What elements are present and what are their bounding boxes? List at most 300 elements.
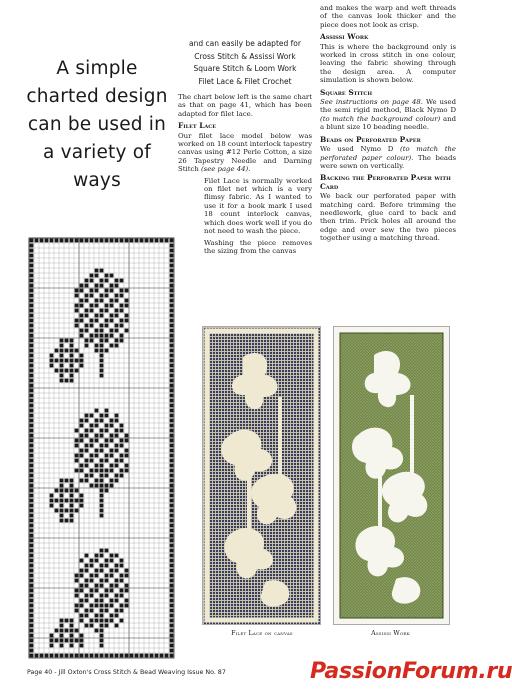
chart-cell: [30, 509, 34, 513]
chart-cell: [95, 484, 99, 488]
chart-cell: [80, 589, 84, 593]
chart-cell: [50, 494, 54, 498]
chart-cell: [60, 509, 64, 513]
chart-cell: [90, 424, 94, 428]
chart-cell: [85, 279, 89, 283]
chart-cell: [30, 584, 34, 588]
chart-cell: [30, 349, 34, 353]
chart-cell: [120, 239, 124, 243]
chart-cell: [170, 319, 174, 323]
chart-cell: [170, 349, 174, 353]
chart-cell: [80, 284, 84, 288]
chart-cell: [75, 444, 79, 448]
chart-cell: [60, 354, 64, 358]
chart-cell: [75, 349, 79, 353]
chart-cell: [65, 359, 69, 363]
chart-cell: [30, 369, 34, 373]
chart-cell: [70, 369, 74, 373]
chart-cell: [85, 239, 89, 243]
chart-cell: [100, 369, 104, 373]
chart-cell: [120, 304, 124, 308]
chart-cell: [50, 639, 54, 643]
chart-cell: [170, 274, 174, 278]
chart-cell: [170, 464, 174, 468]
chart-cell: [75, 294, 79, 298]
chart-cell: [105, 439, 109, 443]
chart-cell: [95, 469, 99, 473]
chart-cell: [30, 454, 34, 458]
chart-cell: [105, 429, 109, 433]
middle-column: [178, 38, 312, 258]
chart-cell: [95, 449, 99, 453]
chart-cell: [30, 634, 34, 638]
chart-cell: [110, 334, 114, 338]
filet-lace-heading: Filet Lace: [178, 121, 217, 131]
chart-cell: [100, 429, 104, 433]
chart-cell: [30, 469, 34, 473]
chart-cell: [170, 369, 174, 373]
headline: [22, 55, 172, 195]
chart-cell: [80, 574, 84, 578]
chart-cell: [110, 319, 114, 323]
chart-cell: [90, 474, 94, 478]
chart-cell: [95, 599, 99, 603]
chart-cell: [170, 564, 174, 568]
chart-cell: [30, 429, 34, 433]
chart-cell: [125, 599, 129, 603]
chart-cell: [110, 449, 114, 453]
chart-cell: [80, 329, 84, 333]
chart-cell: [125, 469, 129, 473]
chart-cell: [30, 344, 34, 348]
chart-cell: [75, 469, 79, 473]
chart-cell: [70, 349, 74, 353]
assissi-work-photo: [333, 326, 450, 625]
chart-cell: [170, 544, 174, 548]
square-stitch-paragraph: [320, 98, 456, 132]
chart-cell: [90, 609, 94, 613]
chart-cell: [30, 529, 34, 533]
chart-cell: [50, 239, 54, 243]
chart-cell: [100, 549, 104, 553]
chart-cell: [60, 374, 64, 378]
chart-cell: [170, 339, 174, 343]
chart-cell: [85, 294, 89, 298]
chart-cell: [65, 654, 69, 658]
chart-cell: [90, 289, 94, 293]
chart-cell: [90, 454, 94, 458]
chart-cell: [100, 374, 104, 378]
chart-cell: [95, 424, 99, 428]
chart-cell: [170, 249, 174, 253]
chart-cell: [30, 259, 34, 263]
chart-cell: [90, 574, 94, 578]
chart-cell: [85, 554, 89, 558]
chart-cell: [55, 239, 59, 243]
square-stitch-heading: Square Stitch: [320, 87, 373, 97]
chart-cell: [30, 524, 34, 528]
chart-cell: [170, 639, 174, 643]
filet-lace-photo: [202, 326, 321, 625]
chart-cell: [30, 274, 34, 278]
chart-cell: [120, 559, 124, 563]
chart-cell: [90, 319, 94, 323]
headline-line: charted design: [26, 86, 168, 107]
chart-cell: [110, 654, 114, 658]
chart-cell: [115, 614, 119, 618]
chart-cell: [120, 609, 124, 613]
chart-cell: [85, 579, 89, 583]
chart-cell: [75, 509, 79, 513]
chart-cell: [75, 239, 79, 243]
chart-cell: [50, 364, 54, 368]
chart-cell: [75, 489, 79, 493]
chart-cell: [30, 654, 34, 658]
chart-cell: [105, 324, 109, 328]
chart-cell: [100, 464, 104, 468]
chart-cell: [50, 654, 54, 658]
chart-cell: [170, 379, 174, 383]
chart-cell: [55, 509, 59, 513]
chart-cell: [130, 654, 134, 658]
chart-cell: [170, 329, 174, 333]
chart-grid: [27, 236, 177, 656]
chart-cell: [65, 509, 69, 513]
chart-cell: [90, 239, 94, 243]
chart-cell: [95, 409, 99, 413]
chart-cell: [55, 499, 59, 503]
chart-cell: [170, 499, 174, 503]
chart-cell: [170, 324, 174, 328]
chart-cell: [120, 289, 124, 293]
chart-cell: [170, 474, 174, 478]
chart-cell: [100, 489, 104, 493]
chart-cell: [80, 614, 84, 618]
chart-cell: [30, 534, 34, 538]
chart-cell: [170, 634, 174, 638]
chart-cell: [110, 589, 114, 593]
chart-cell: [85, 419, 89, 423]
intro-craft: Filet Lace & Filet Crochet: [198, 76, 292, 86]
chart-cell: [70, 239, 74, 243]
chart-cell: [115, 414, 119, 418]
chart-cell: [120, 459, 124, 463]
chart-cell: [105, 349, 109, 353]
chart-cell: [110, 424, 114, 428]
chart-cell: [105, 424, 109, 428]
chart-cell: [60, 499, 64, 503]
chart-cell: [100, 584, 104, 588]
chart-cell: [80, 239, 84, 243]
chart-cell: [70, 619, 74, 623]
chart-cell: [70, 624, 74, 628]
chart-cell: [80, 439, 84, 443]
chart-cell: [95, 434, 99, 438]
chart-cell: [125, 449, 129, 453]
chart-cell: [100, 514, 104, 518]
chart-cell: [65, 489, 69, 493]
chart-cell: [85, 324, 89, 328]
chart-cell: [170, 454, 174, 458]
chart-cell: [95, 239, 99, 243]
chart-cell: [30, 299, 34, 303]
chart-cell: [75, 654, 79, 658]
washing-continued-paragraph: and makes the warp and weft threads of the canvas look thicker and the piece does not look as crisp.: [320, 4, 456, 29]
chart-cell: [65, 629, 69, 633]
chart-cell: [115, 599, 119, 603]
chart-cell: [100, 419, 104, 423]
chart-cell: [70, 639, 74, 643]
chart-cell: [120, 279, 124, 283]
chart-cell: [30, 279, 34, 283]
chart-cell: [170, 294, 174, 298]
chart-cell: [110, 329, 114, 333]
square-stitch-text: We used the semi rigid method, Black Nymo D: [320, 98, 456, 115]
chart-cell: [135, 654, 139, 658]
chart-cell: [80, 634, 84, 638]
chart-cell: [100, 349, 104, 353]
chart-cell: [30, 294, 34, 298]
chart-cell: [110, 344, 114, 348]
chart-cell: [140, 239, 144, 243]
chart-cell: [60, 619, 64, 623]
chart-cell: [110, 619, 114, 623]
chart-cell: [95, 614, 99, 618]
chart-cell: [70, 519, 74, 523]
chart-cell: [85, 624, 89, 628]
chart-cell: [30, 309, 34, 313]
chart-cell: [115, 459, 119, 463]
chart-cell: [170, 429, 174, 433]
chart-cell: [65, 369, 69, 373]
chart-cell: [85, 584, 89, 588]
assissi-paragraph: This is where the background only is worked in cross stitch in one colour, leaving the fabric showing through the design area. A computer simulation is shown below.: [320, 42, 456, 85]
chart-cell: [170, 314, 174, 318]
chart-cell: [110, 574, 114, 578]
chart-cell: [90, 564, 94, 568]
chart-cell: [80, 504, 84, 508]
chart-cell: [80, 604, 84, 608]
chart-cell: [125, 439, 129, 443]
chart-cell: [80, 419, 84, 423]
chart-cell: [65, 619, 69, 623]
chart-cell: [95, 479, 99, 483]
chart-cell: [60, 364, 64, 368]
chart-cell: [170, 604, 174, 608]
chart-cell: [30, 254, 34, 258]
chart-cell: [70, 374, 74, 378]
chart-cell: [55, 629, 59, 633]
chart-cell: [90, 444, 94, 448]
chart-cell: [30, 649, 34, 653]
chart-cell: [60, 379, 64, 383]
chart-cell: [80, 654, 84, 658]
chart-cell: [30, 444, 34, 448]
chart-cell: [90, 594, 94, 598]
chart-cell: [155, 654, 159, 658]
chart-cell: [115, 449, 119, 453]
chart-cell: [30, 419, 34, 423]
chart-cell: [100, 324, 104, 328]
chart-cell: [125, 434, 129, 438]
chart-cell: [60, 494, 64, 498]
chart-cell: [30, 389, 34, 393]
chart-cell: [110, 584, 114, 588]
chart-cell: [75, 499, 79, 503]
chart-cell: [95, 619, 99, 623]
chart-cell: [170, 364, 174, 368]
chart-cell: [170, 439, 174, 443]
chart-cell: [90, 654, 94, 658]
chart-cell: [85, 459, 89, 463]
chart-cell: [115, 339, 119, 343]
chart-cell: [95, 604, 99, 608]
chart-cell: [30, 624, 34, 628]
chart-cell: [125, 299, 129, 303]
chart-cell: [80, 584, 84, 588]
chart-cell: [110, 274, 114, 278]
intro-lead: and can easily be adapted for: [189, 39, 301, 48]
chart-cell: [75, 359, 79, 363]
chart-cell: [105, 579, 109, 583]
chart-cell: [30, 329, 34, 333]
chart-cell: [70, 514, 74, 518]
chart-cell: [50, 359, 54, 363]
chart-cell: [115, 564, 119, 568]
chart-cell: [30, 314, 34, 318]
chart-cell: [80, 479, 84, 483]
chart-cell: [170, 649, 174, 653]
chart-cell: [115, 429, 119, 433]
chart-cell: [100, 604, 104, 608]
chart-cell: [170, 419, 174, 423]
chart-cell: [95, 274, 99, 278]
chart-cell: [100, 509, 104, 513]
chart-cell: [75, 609, 79, 613]
chart-cell: [170, 284, 174, 288]
chart-cell: [170, 504, 174, 508]
chart-cell: [120, 579, 124, 583]
chart-cell: [170, 569, 174, 573]
chart-cell: [55, 359, 59, 363]
chart-cell: [120, 339, 124, 343]
chart-cell: [100, 479, 104, 483]
chart-cell: [105, 309, 109, 313]
chart-cell: [30, 504, 34, 508]
chart-cell: [105, 469, 109, 473]
chart-cell: [170, 259, 174, 263]
chart-cell: [120, 454, 124, 458]
chart-cell: [60, 239, 64, 243]
chart-cell: [100, 619, 104, 623]
chart-cell: [170, 359, 174, 363]
chart-cell: [170, 619, 174, 623]
chart-cell: [85, 309, 89, 313]
chart-cell: [30, 404, 34, 408]
chart-cell: [170, 279, 174, 283]
chart-cell: [145, 654, 149, 658]
chart-cell: [105, 549, 109, 553]
chart-cell: [60, 369, 64, 373]
chart-cell: [170, 309, 174, 313]
chart-cell: [95, 299, 99, 303]
chart-cell: [105, 484, 109, 488]
chart-cell: [30, 549, 34, 553]
chart-cell: [170, 654, 174, 658]
chart-cell: [170, 299, 174, 303]
chart-cell: [30, 489, 34, 493]
chart-cell: [100, 339, 104, 343]
chart-cell: [75, 324, 79, 328]
chart-cell: [120, 564, 124, 568]
chart-cell: [170, 264, 174, 268]
filet-lace-text: Our filet lace model below was worked on 18 count interlock tapestry canvas using #12 Perle Cotton, a size 26 Tapestry Needle and Darning Stitch: [178, 131, 312, 174]
chart-cell: [105, 294, 109, 298]
chart-cell: [30, 394, 34, 398]
chart-cell: [75, 589, 79, 593]
chart-cell: [70, 634, 74, 638]
chart-cell: [170, 614, 174, 618]
chart-cell: [90, 579, 94, 583]
chart-cell: [70, 494, 74, 498]
chart-cell: [55, 654, 59, 658]
chart-cell: [80, 304, 84, 308]
washing-paragraph: Washing the piece removes the sizing from the canvas: [204, 238, 312, 255]
chart-cell: [110, 314, 114, 318]
chart-cell: [30, 629, 34, 633]
chart-cell: [95, 334, 99, 338]
chart-cell: [170, 409, 174, 413]
chart-cell: [30, 239, 34, 243]
chart-cell: [90, 339, 94, 343]
chart-cell: [100, 599, 104, 603]
chart-cell: [165, 654, 169, 658]
chart-cell: [90, 619, 94, 623]
chart-cell: [100, 624, 104, 628]
chart-cell: [120, 589, 124, 593]
chart-cell: [30, 559, 34, 563]
chart-cell: [40, 654, 44, 658]
chart-cell: [60, 519, 64, 523]
chart-cell: [110, 614, 114, 618]
chart-cell: [30, 409, 34, 413]
chart-cell: [105, 609, 109, 613]
chart-cell: [60, 339, 64, 343]
chart-cell: [170, 434, 174, 438]
chart-cell: [125, 654, 129, 658]
chart-cell: [115, 239, 119, 243]
chart-cell: [85, 599, 89, 603]
chart-cell: [60, 654, 64, 658]
chart-cell: [30, 354, 34, 358]
chart-cell: [60, 624, 64, 628]
chart-cell: [170, 579, 174, 583]
chart-cell: [30, 289, 34, 293]
chart-cell: [90, 274, 94, 278]
chart-cell: [100, 554, 104, 558]
chart-cell: [80, 454, 84, 458]
chart-cell: [100, 494, 104, 498]
chart-cell: [115, 579, 119, 583]
chart-cell: [70, 484, 74, 488]
chart-cell: [80, 499, 84, 503]
chart-cell: [115, 419, 119, 423]
chart-cell: [100, 644, 104, 648]
chart-cell: [30, 374, 34, 378]
chart-cell: [100, 639, 104, 643]
chart-cell: [110, 284, 114, 288]
chart-cell: [170, 609, 174, 613]
